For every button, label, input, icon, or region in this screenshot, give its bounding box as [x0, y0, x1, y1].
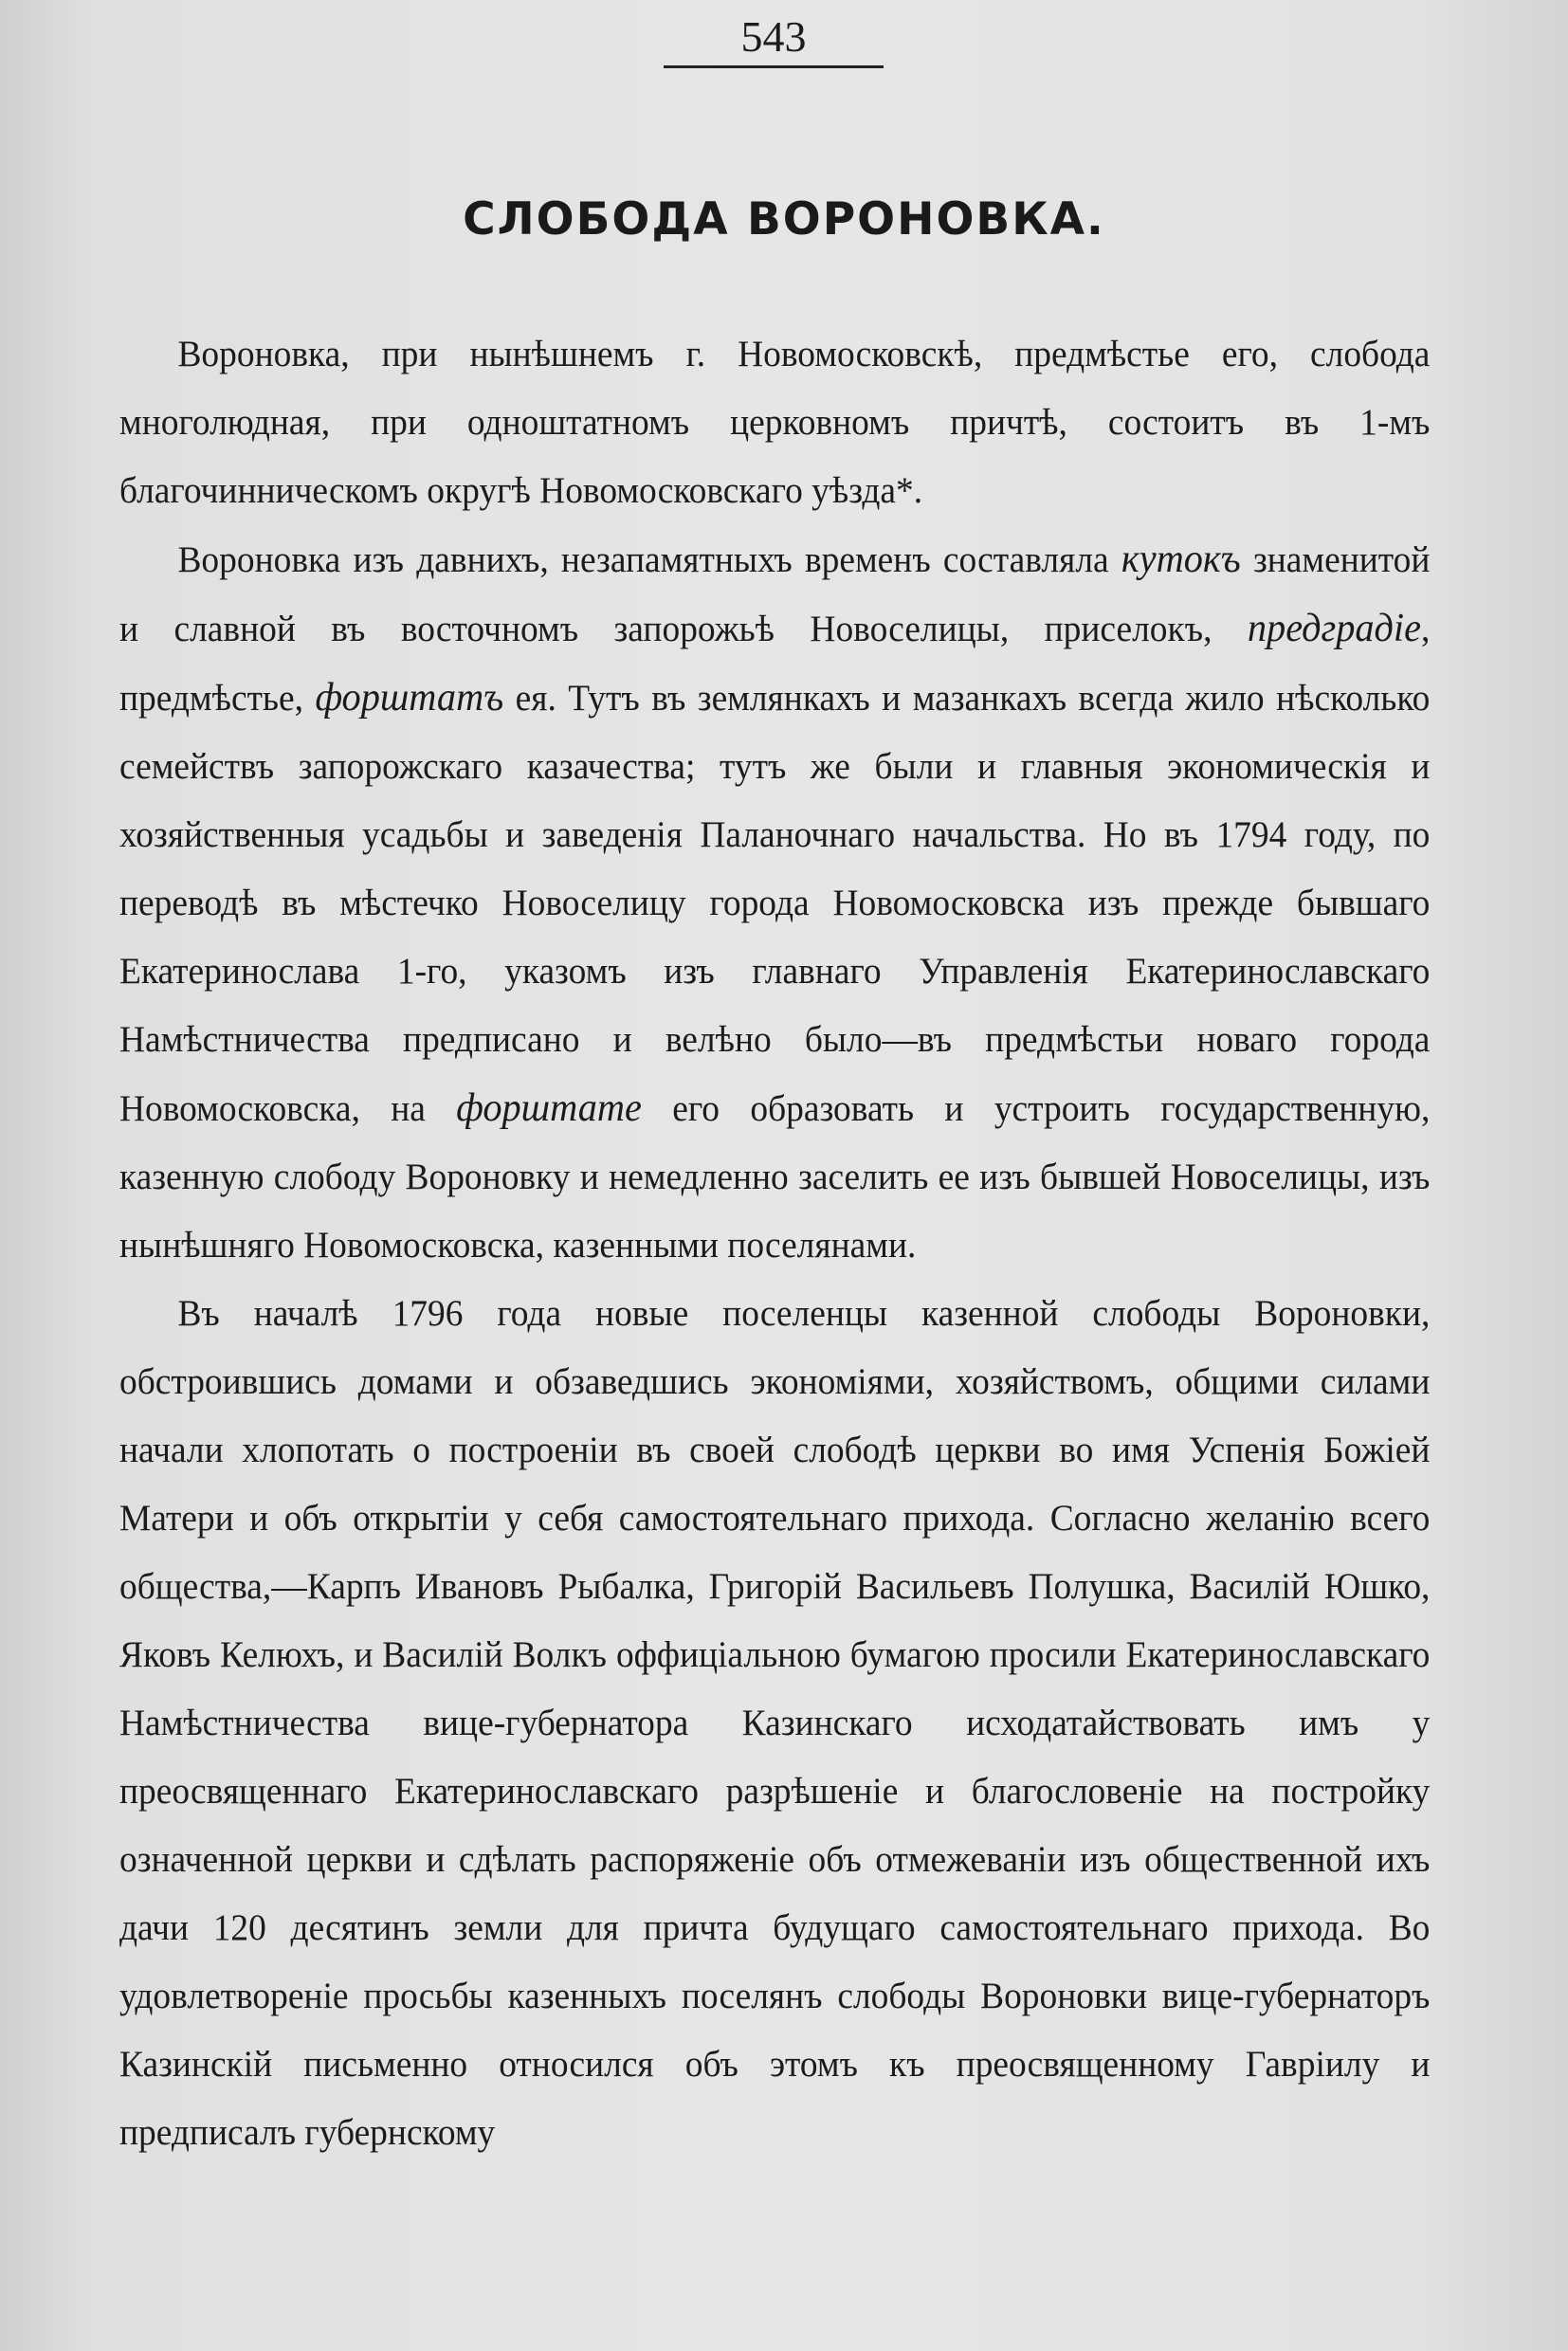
text-run: Вороновка изъ давнихъ, незапамятныхъ временъ составляла	[177, 539, 1121, 580]
text-run: ея. Тутъ въ землянкахъ и мазанкахъ всегда жило нѣсколько семействъ запорожскаго казачества; тутъ же были и главныя экономическія и хозяйственныя усадьбы и заведенія Паланочнаго начальства. Но въ 1794 году, по переводѣ въ мѣстечко Новоселицу города Новомосковска изъ прежде бывшаго Екатеринослава 1-го, указомъ изъ главнаго Управленія Екатеринославскаго Намѣстничества предписано и велѣно было—въ предмѣстьи новаго города Новомосковска, на	[119, 678, 1431, 1129]
text-run: его образовать и устроить государственную, казенную слободу Вороновку и немедленно заселить ее изъ бывшей Новоселицы, изъ нынѣшняго Новомосковска, казенными поселянами.	[119, 1088, 1431, 1266]
page-number: 543	[664, 13, 884, 68]
text-run: , предмѣстье,	[119, 609, 1431, 719]
text-run: Вороновка, при нынѣшнемъ г. Новомосковскѣ, предмѣстье его, слобода многолюдная, при одноштатномъ церковномъ причтѣ, состоитъ въ 1-мъ благочинническомъ округѣ Новомосковскаго уѣзда*.	[119, 334, 1431, 511]
paragraph	[119, 320, 1430, 525]
body-text	[119, 320, 1430, 2167]
paragraph	[119, 525, 1430, 1280]
italic-term: кутокъ	[1121, 538, 1241, 581]
italic-term: предградіе	[1247, 607, 1422, 650]
text-run: знаменитой и славной въ восточномъ запорожьѣ Новоселицы, приселокъ,	[119, 539, 1431, 649]
chapter-title: СЛОБОДА ВОРОНОВКА.	[463, 193, 1105, 246]
text-run: Въ началѣ 1796 года новые поселенцы казенной слободы Вороновки, обстроившись домами и обзаведшись экономіями, хозяйствомъ, общими силами начали хлопотать о построеніи въ своей слободѣ церкви во имя Успенія Божіей Матери и объ открытіи у себя самостоятельнаго прихода. Согласно желанію всего общества,—Карпъ Ивановъ Рыбалка, Григорій Васильевъ Полушка, Василій Юшко, Яковъ Келюхъ, и Василій Волкъ оффиціальною бумагою просили Екатеринославскаго Намѣстничества вице-губернатора Казинскаго исходатайствовать имъ у преосвященнаго Екатеринославскаго разрѣшеніе и благословеніе на постройку означенной церкви и сдѣлать распоряженіе объ отмежеваніи изъ общественной ихъ дачи 120 десятинъ земли для причта будущаго самостоятельнаго прихода. Во удовлетвореніе просьбы казенныхъ поселянъ слободы Вороновки вице-губернаторъ Казинскій письменно относился объ этомъ къ преосвященному Гавріилу и предписалъ губернскому	[119, 1293, 1431, 2153]
italic-term: форштате	[456, 1086, 642, 1130]
italic-term: форштатъ	[315, 676, 504, 720]
paragraph	[119, 1280, 1430, 2167]
